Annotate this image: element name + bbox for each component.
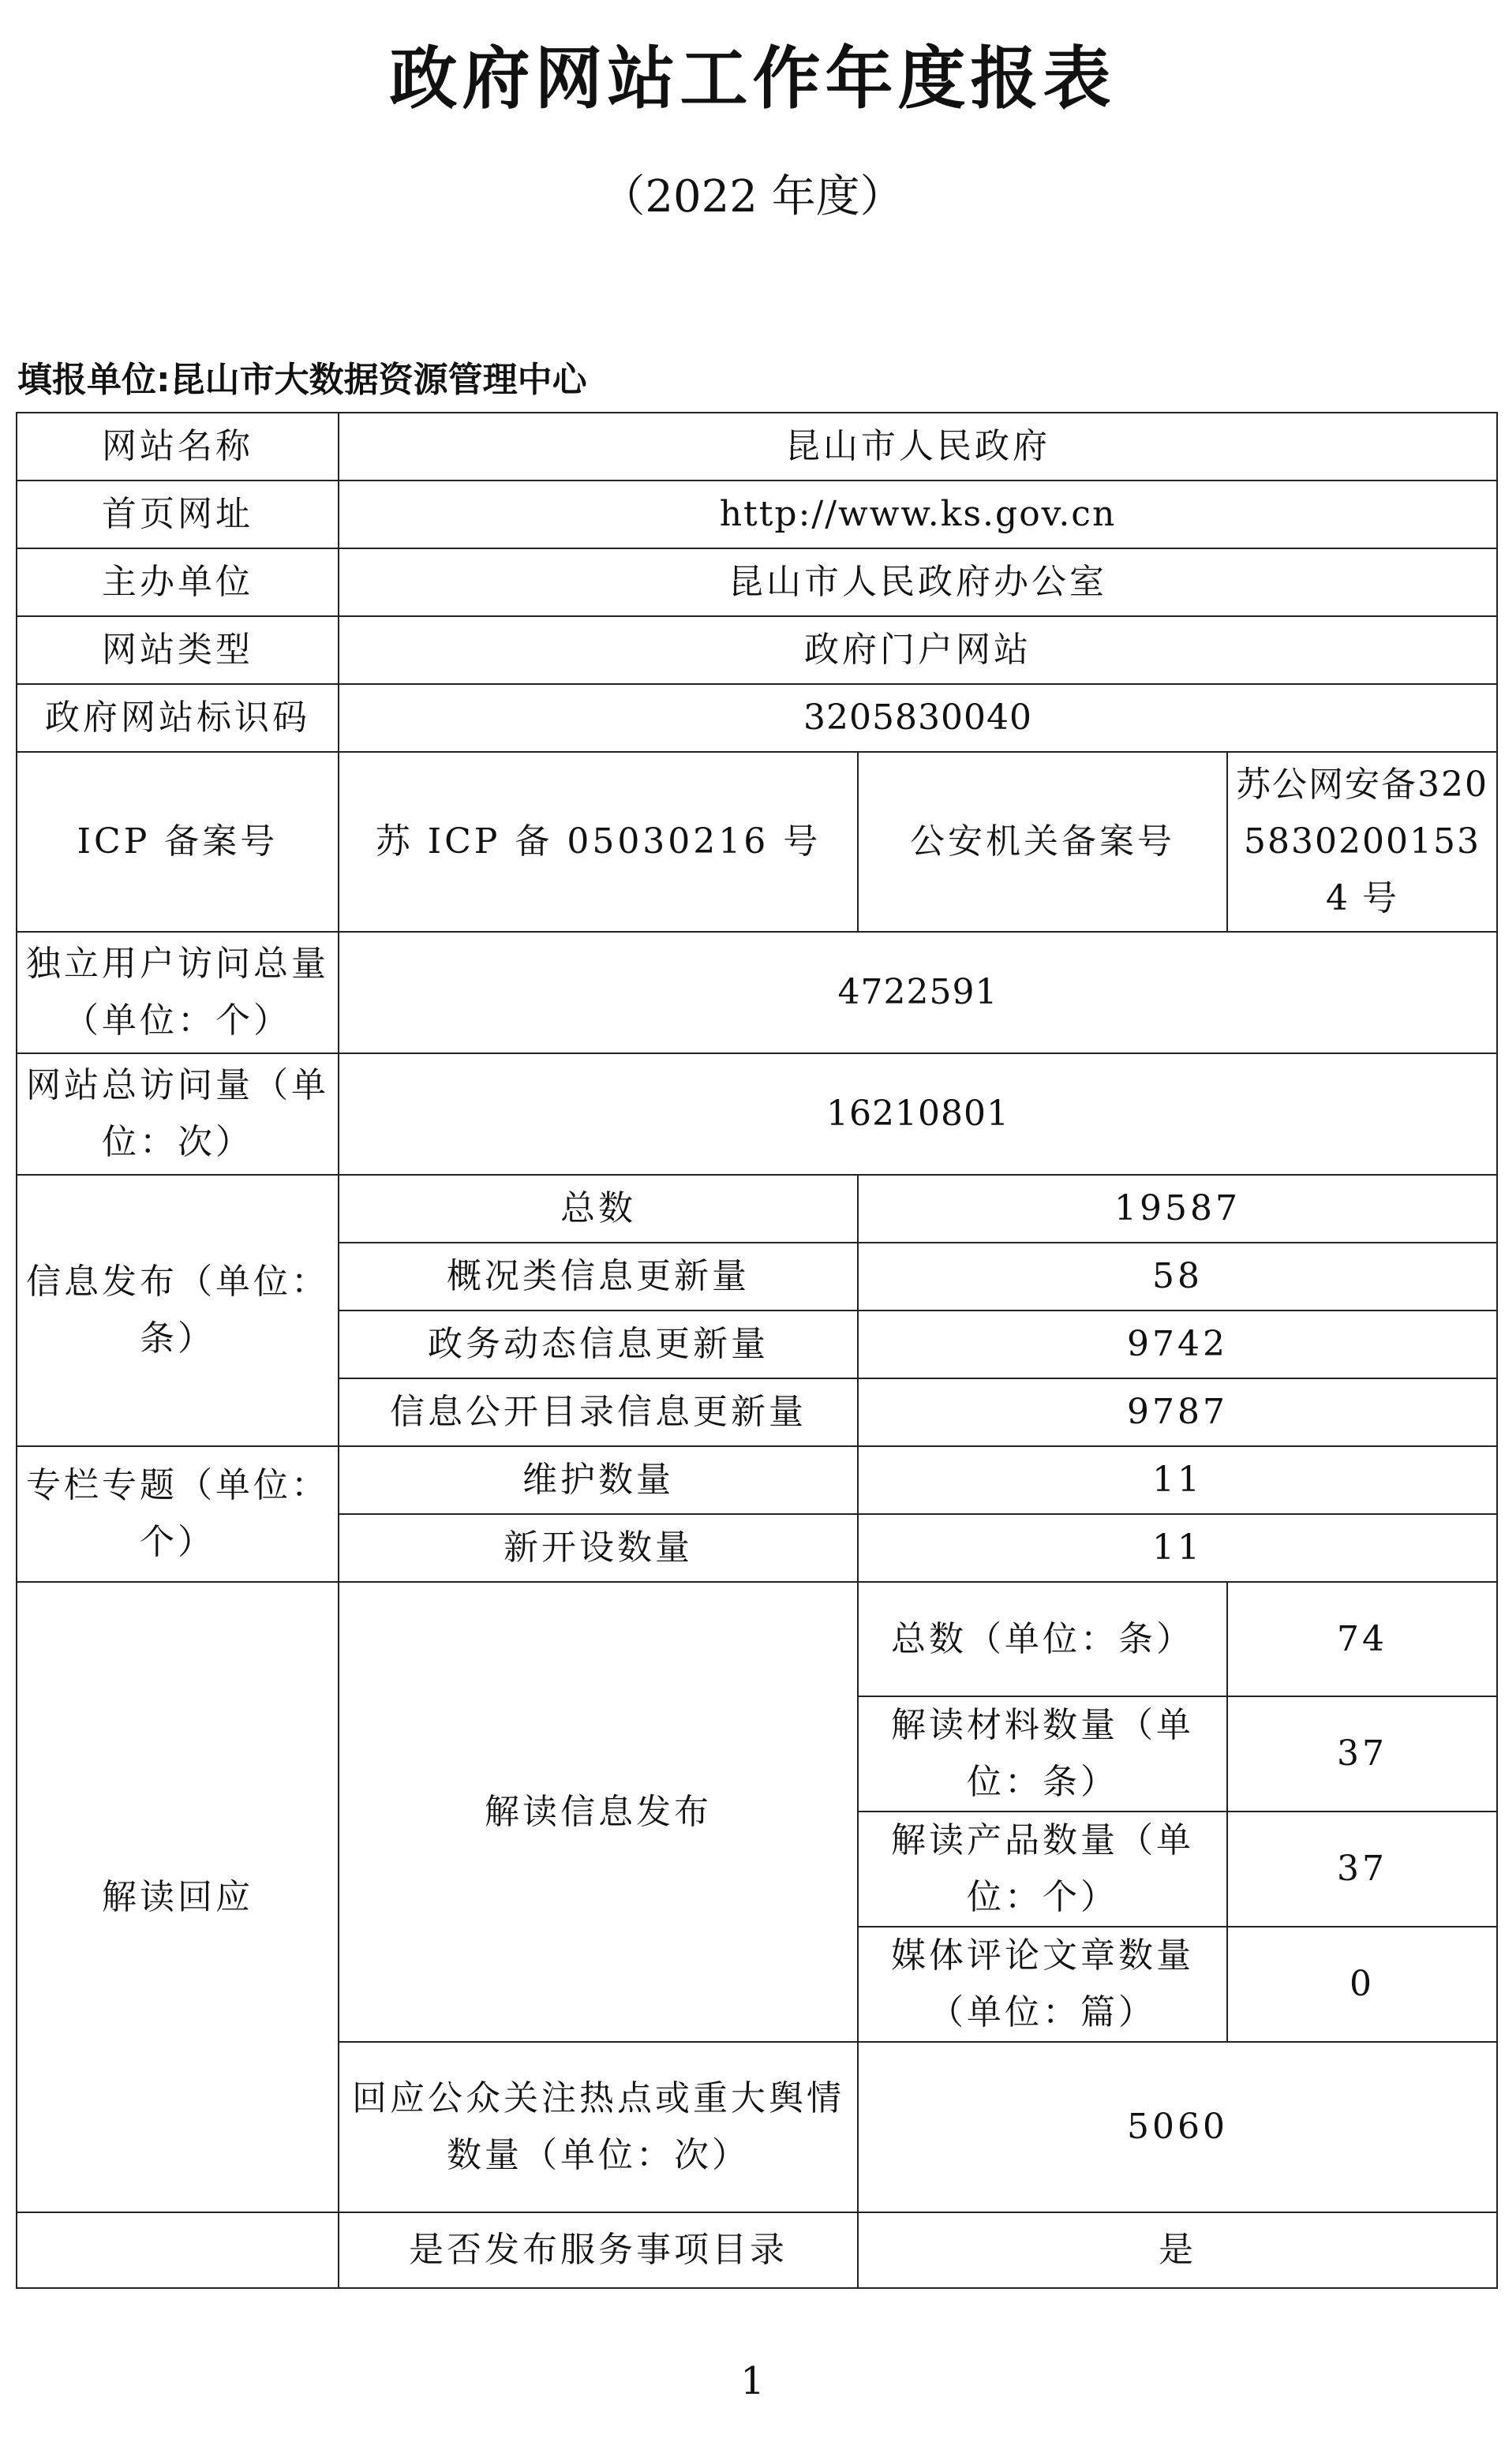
site-name-label: 网站名称 [17, 413, 339, 480]
columns-item-label: 维护数量 [339, 1446, 858, 1514]
icp-value: 苏 ICP 备 05030216 号 [339, 752, 858, 932]
info-release-item-value: 19587 [858, 1175, 1497, 1243]
interpretation-release-label: 解读信息发布 [339, 1582, 858, 2042]
service-catalog-value: 是 [858, 2212, 1497, 2288]
table-row [17, 413, 1497, 480]
response-value: 5060 [858, 2042, 1497, 2212]
table-row [17, 1582, 1497, 1696]
info-release-item-label: 概况类信息更新量 [339, 1243, 858, 1311]
interpretation-item-value: 74 [1227, 1582, 1497, 1696]
service-catalog-label: 是否发布服务事项目录 [339, 2212, 858, 2288]
table-row [17, 684, 1497, 752]
police-record-label: 公安机关备案号 [858, 752, 1227, 932]
info-release-item-label: 信息公开目录信息更新量 [339, 1378, 858, 1446]
site-code-value: 3205830040 [339, 684, 1497, 752]
info-release-item-label: 总数 [339, 1175, 858, 1243]
table-row [17, 1446, 1497, 1514]
page-number: 1 [740, 2359, 765, 2403]
site-code-label: 政府网站标识码 [17, 684, 339, 752]
table-row [17, 548, 1497, 616]
interpretation-label: 解读回应 [17, 1582, 339, 2212]
report-year: （2022 年度） [601, 171, 904, 222]
police-record-value: 苏公网安备32058302001534 号 [1227, 752, 1497, 932]
interpretation-item-value: 0 [1227, 1927, 1497, 2042]
interpretation-item-label: 总数（单位：条） [858, 1582, 1227, 1696]
site-type-label: 网站类型 [17, 616, 339, 684]
table-row [17, 480, 1497, 548]
info-release-item-value: 58 [858, 1243, 1497, 1311]
interpretation-item-value: 37 [1227, 1812, 1497, 1927]
page-title: 政府网站工作年度报表 [389, 39, 1116, 118]
table-row [17, 932, 1497, 1053]
columns-item-label: 新开设数量 [339, 1514, 858, 1582]
columns-item-value: 11 [858, 1446, 1497, 1514]
filler-unit: 填报单位:昆山市大数据资源管理中心 [17, 360, 587, 400]
info-release-item-label: 政务动态信息更新量 [339, 1311, 858, 1378]
sponsor-value: 昆山市人民政府办公室 [339, 548, 1497, 616]
interpretation-item-label: 解读产品数量（单位：个） [858, 1812, 1227, 1927]
interpretation-item-label: 媒体评论文章数量（单位：篇） [858, 1927, 1227, 2042]
total-visits-label: 网站总访问量（单位：次） [17, 1053, 339, 1175]
response-label: 回应公众关注热点或重大舆情数量（单位：次） [339, 2042, 858, 2212]
homepage-label: 首页网址 [17, 480, 339, 548]
info-release-item-value: 9742 [858, 1311, 1497, 1378]
homepage-value: http://www.ks.gov.cn [339, 480, 1497, 548]
site-name-value: 昆山市人民政府 [339, 413, 1497, 480]
unique-visitors-label: 独立用户访问总量（单位：个） [17, 932, 339, 1053]
unique-visitors-value: 4722591 [339, 932, 1497, 1053]
interpretation-item-value: 37 [1227, 1696, 1497, 1812]
info-release-item-value: 9787 [858, 1378, 1497, 1446]
table-row [17, 616, 1497, 684]
sponsor-label: 主办单位 [17, 548, 339, 616]
site-type-value: 政府门户网站 [339, 616, 1497, 684]
info-release-label: 信息发布（单位：条） [17, 1175, 339, 1446]
empty-cell [17, 2212, 339, 2288]
report-table [16, 412, 1498, 2289]
columns-item-value: 11 [858, 1514, 1497, 1582]
table-row [17, 752, 1497, 932]
table-row [17, 2212, 1497, 2288]
icp-label: ICP 备案号 [17, 752, 339, 932]
total-visits-value: 16210801 [339, 1053, 1497, 1175]
interpretation-item-label: 解读材料数量（单位：条） [858, 1696, 1227, 1812]
columns-label: 专栏专题（单位：个） [17, 1446, 339, 1582]
table-row [17, 1053, 1497, 1175]
table-row [17, 1175, 1497, 1243]
